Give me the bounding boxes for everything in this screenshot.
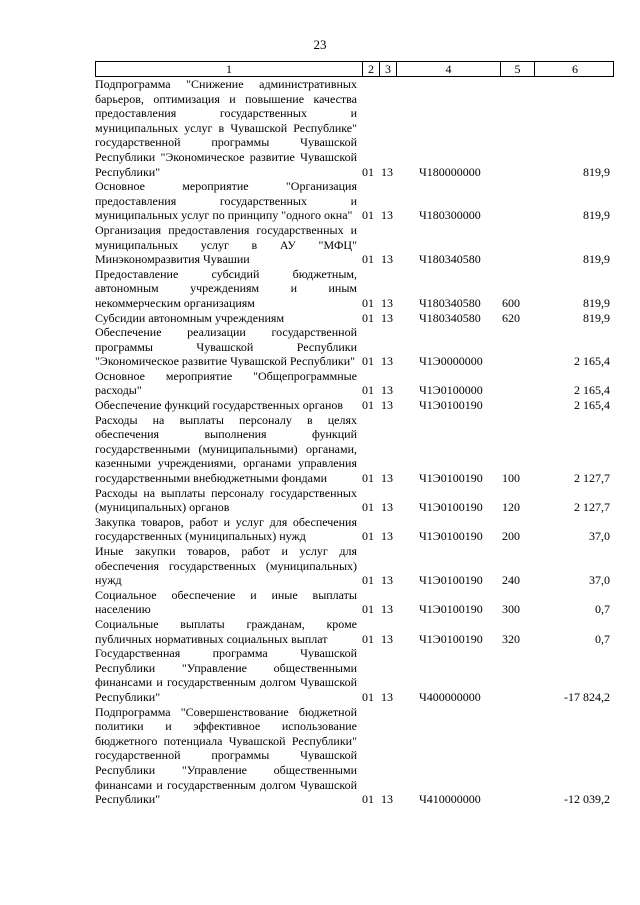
row-target-article: Ч180300000 xyxy=(419,208,481,223)
row-target-article: Ч1Э0100000 xyxy=(419,383,483,398)
row-section: 01 xyxy=(362,208,374,223)
row-name: Субсидии автономным учреждениям xyxy=(95,310,285,325)
row-expense-type: 120 xyxy=(502,500,520,515)
row-name: Организация предоставления государственных и муниципальных услуг в АУ "МФЦ" Минэкономразвития Чувашии xyxy=(95,222,357,267)
row-name: Основное мероприятие "Организация предоставления государственных и муниципальных услуг по принципу "одного окна" xyxy=(95,179,357,223)
row-amount: 37,0 xyxy=(589,573,610,588)
row-name: Государственная программа Чувашской Республики "Управление общественными финансами и государственным долгом Чувашской Республики" xyxy=(95,646,357,704)
row-section: 01 xyxy=(362,471,374,486)
row-section: 01 xyxy=(362,573,374,588)
row-amount: 819,9 xyxy=(583,310,610,325)
table-row xyxy=(95,179,614,223)
row-subsection: 13 xyxy=(381,252,393,267)
table-row xyxy=(95,267,614,311)
row-subsection: 13 xyxy=(381,398,393,413)
row-target-article: Ч1Э0100190 xyxy=(419,573,483,588)
header-col-3: 3 xyxy=(379,62,396,76)
row-subsection: 13 xyxy=(381,792,393,807)
page-number: 23 xyxy=(313,37,327,52)
row-subsection: 13 xyxy=(381,631,393,646)
row-target-article: Ч1Э0100190 xyxy=(419,398,483,413)
row-expense-type: 100 xyxy=(502,471,520,486)
row-amount: 819,9 xyxy=(583,295,610,310)
row-subsection: 13 xyxy=(381,529,393,544)
row-expense-type: 600 xyxy=(502,295,520,310)
row-section: 01 xyxy=(362,631,374,646)
row-amount: 2 165,4 xyxy=(574,383,610,398)
row-section: 01 xyxy=(362,295,374,310)
row-section: 01 xyxy=(362,310,374,325)
row-subsection: 13 xyxy=(381,295,393,310)
row-name: Обеспечение реализации государственной программы Чувашской Республики "Экономическое развитие Чувашской Республики" xyxy=(95,325,357,369)
table-row xyxy=(95,223,614,267)
table-header-row xyxy=(95,61,614,77)
row-subsection: 13 xyxy=(381,164,393,179)
row-target-article: Ч1Э0100190 xyxy=(419,471,483,486)
row-name: Основное мероприятие "Общепрограммные расходы" xyxy=(95,368,357,398)
row-target-article: Ч180340580 xyxy=(419,310,481,325)
row-target-article: Ч1Э0100190 xyxy=(419,529,483,544)
header-col-2: 2 xyxy=(362,62,379,76)
row-section: 01 xyxy=(362,602,374,617)
table-row xyxy=(95,617,614,646)
row-section: 01 xyxy=(362,529,374,544)
row-target-article: Ч180340580 xyxy=(419,295,481,310)
table-row xyxy=(95,325,614,369)
budget-table xyxy=(95,61,614,807)
row-name: Социальные выплаты гражданам, кроме публичных нормативных социальных выплат xyxy=(95,616,357,646)
row-subsection: 13 xyxy=(381,471,393,486)
row-subsection: 13 xyxy=(381,310,393,325)
row-amount: 2 127,7 xyxy=(574,471,610,486)
header-col-6: 6 xyxy=(534,62,615,76)
row-target-article: Ч1Э0100190 xyxy=(419,500,483,515)
row-subsection: 13 xyxy=(381,573,393,588)
row-expense-type: 240 xyxy=(502,573,520,588)
table-row xyxy=(95,486,614,515)
row-name: Закупка товаров, работ и услуг для обеспечения государственных (муниципальных) нужд xyxy=(95,514,357,544)
row-name: Социальное обеспечение и иные выплаты населению xyxy=(95,587,357,617)
row-name: Расходы на выплаты персоналу в целях обеспечения выполнения функций государственными (муниципальными) органами, казенными учреждениями, органами управления государственными внебюджетными фондами xyxy=(95,412,357,486)
row-expense-type: 200 xyxy=(502,529,520,544)
row-section: 01 xyxy=(362,354,374,369)
row-target-article: Ч400000000 xyxy=(419,689,481,704)
row-target-article: Ч1Э0100190 xyxy=(419,602,483,617)
row-target-article: Ч410000000 xyxy=(419,792,481,807)
row-name: Подпрограмма "Совершенствование бюджетной политики и эффективное использование бюджетного потенциала Чувашской Республики" государственной программы Чувашской Республики "Управление общественными финансами и государственным долгом Чувашской Республики" xyxy=(95,704,357,807)
row-target-article: Ч1Э0000000 xyxy=(419,354,483,369)
row-expense-type: 300 xyxy=(502,602,520,617)
header-col-4: 4 xyxy=(396,62,500,76)
table-row xyxy=(95,311,614,326)
row-amount: 819,9 xyxy=(583,208,610,223)
row-amount: 819,9 xyxy=(583,164,610,179)
row-name: Расходы на выплаты персоналу государственных (муниципальных) органов xyxy=(95,485,357,515)
row-subsection: 13 xyxy=(381,208,393,223)
row-amount: 0,7 xyxy=(595,602,610,617)
row-target-article: Ч180000000 xyxy=(419,164,481,179)
table-row xyxy=(95,413,614,486)
row-target-article: Ч180340580 xyxy=(419,252,481,267)
row-name: Иные закупки товаров, работ и услуг для обеспечения государственных (муниципальных) нужд xyxy=(95,544,357,588)
row-expense-type: 320 xyxy=(502,631,520,646)
row-amount: -12 039,2 xyxy=(564,792,610,807)
row-amount: 0,7 xyxy=(595,631,610,646)
row-section: 01 xyxy=(362,500,374,515)
row-target-article: Ч1Э0100190 xyxy=(419,631,483,646)
row-name: Обеспечение функций государственных органов xyxy=(95,398,344,413)
row-amount: 819,9 xyxy=(583,252,610,267)
header-col-5: 5 xyxy=(500,62,534,76)
row-subsection: 13 xyxy=(381,354,393,369)
row-section: 01 xyxy=(362,383,374,398)
row-subsection: 13 xyxy=(381,383,393,398)
header-col-1: 1 xyxy=(226,62,232,76)
row-amount: -17 824,2 xyxy=(564,689,610,704)
row-subsection: 13 xyxy=(381,500,393,515)
table-row xyxy=(95,369,614,398)
row-amount: 37,0 xyxy=(589,529,610,544)
row-section: 01 xyxy=(362,398,374,413)
table-body xyxy=(95,77,614,807)
table-row xyxy=(95,398,614,413)
row-amount: 2 165,4 xyxy=(574,398,610,413)
table-row xyxy=(95,646,614,704)
row-subsection: 13 xyxy=(381,602,393,617)
table-row xyxy=(95,705,614,807)
row-subsection: 13 xyxy=(381,689,393,704)
row-name: Предоставление субсидий бюджетным, автономным учреждениям и иным некоммерческим организациям xyxy=(95,266,357,310)
row-section: 01 xyxy=(362,792,374,807)
row-expense-type: 620 xyxy=(502,310,520,325)
row-section: 01 xyxy=(362,164,374,179)
table-row xyxy=(95,515,614,544)
row-amount: 2 165,4 xyxy=(574,354,610,369)
row-name: Подпрограмма "Снижение административных барьеров, оптимизация и повышение качества предоставления государственных и муниципальных услуг в Чувашской Республике" государственной программы Чувашской Республики "Экономическое развитие Чувашской Республики" xyxy=(95,77,357,179)
table-row xyxy=(95,77,614,179)
table-row xyxy=(95,588,614,617)
row-amount: 2 127,7 xyxy=(574,500,610,515)
row-section: 01 xyxy=(362,252,374,267)
row-section: 01 xyxy=(362,689,374,704)
table-row xyxy=(95,544,614,588)
